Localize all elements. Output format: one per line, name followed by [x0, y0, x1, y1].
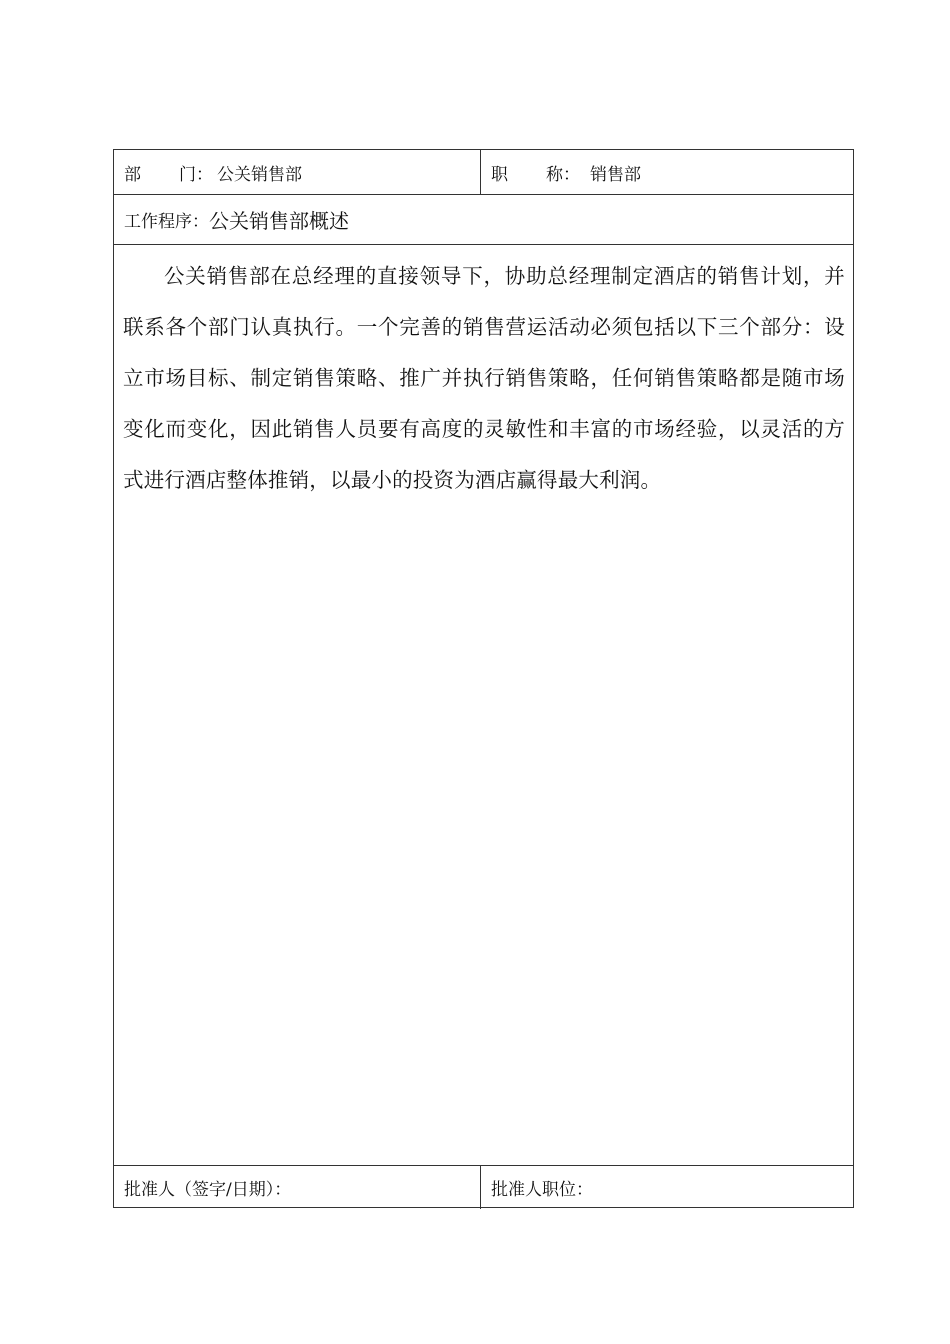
department-cell — [114, 150, 481, 194]
approver-position-cell — [481, 1166, 853, 1209]
procedure-body-row — [114, 245, 853, 1166]
department-label-char-2: 门： — [179, 164, 213, 185]
department-value: 公关销售部 — [217, 164, 302, 185]
department-label — [124, 160, 213, 185]
approver-signature-cell — [114, 1166, 481, 1209]
approver-signature-label: 批准人（签字/日期）： — [124, 1180, 292, 1200]
job-title-label-char-1: 职 — [491, 164, 508, 185]
procedure-body-text: 公关销售部在总经理的直接领导下，协助总经理制定酒店的销售计划，并联系各个部门认真执行。一个完善的销售营运活动必须包括以下三个部分：设立市场目标、制定销售策略、推广并执行销售策略，任何销售策略都是随市场变化而变化，因此销售人员要有高度的灵敏性和丰富的市场经验，以灵活的方式进行酒店整体推销，以最小的投资为酒店赢得最大利润。 — [123, 264, 845, 492]
job-title-label-char-2: 称： — [546, 164, 580, 185]
procedure-cell — [114, 195, 853, 244]
job-title-value: 销售部 — [590, 164, 641, 185]
procedure-form — [113, 149, 854, 1208]
department-label-char-1: 部 — [124, 164, 141, 185]
approver-position-label: 批准人职位： — [491, 1180, 593, 1200]
job-title-label — [491, 160, 580, 185]
procedure-label: 工作程序： — [124, 212, 209, 232]
job-title-cell — [481, 150, 853, 194]
procedure-title: 公关销售部概述 — [209, 209, 349, 233]
approval-row — [114, 1166, 853, 1209]
procedure-row — [114, 195, 853, 245]
form-header-row — [114, 150, 853, 195]
